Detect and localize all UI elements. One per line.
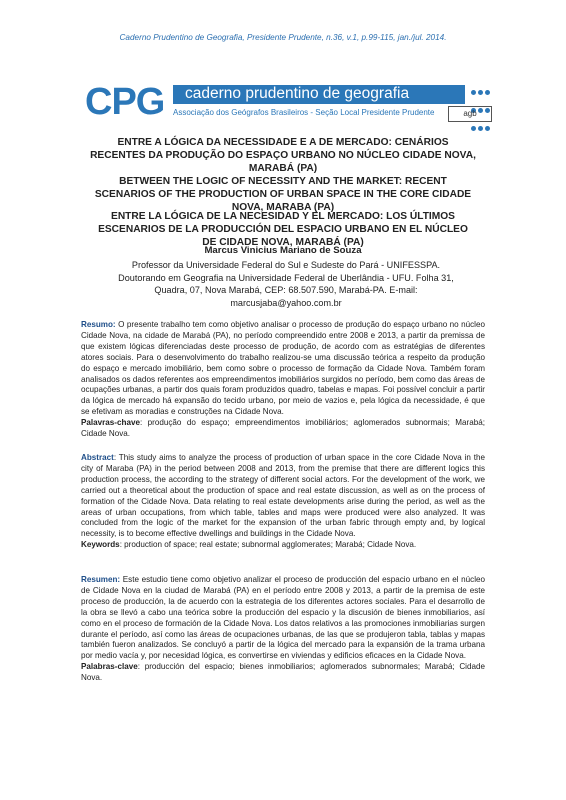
abstract-section — [81, 453, 485, 551]
title-spanish: ENTRE LA LÓGICA DE LA NECESIDAD Y EL MERCADO: LOS ÚLTIMOS ESCENARIOS DE LA PRODUCCIÓN DEL ESPACIO URBANO EN EL NÚCLEO DE CIDADE NOVA, MARABÁ (PA) — [98, 211, 468, 248]
title-english: BETWEEN THE LOGIC OF NECESSITY AND THE MARKET: RECENT SCENARIOS OF THE PRODUCTION OF URBAN SPACE IN THE CORE CIDADE NOVA, MARABA (PA) — [94, 176, 472, 213]
resumen-section — [81, 575, 485, 684]
journal-banner — [85, 82, 495, 126]
abstract-label: Abstract — [81, 453, 114, 462]
palabras-clave-label: Palabras-clave — [81, 662, 138, 672]
resumo-text: O presente trabalho tem como objetivo analisar o processo de produção do espaço urbano no núcleo Cidade Nova, na cidade de Marabá (PA), no período compreendido entre 2008 e 2013, a partir da premissa de que existem lógicas diferenciadas deste processo de produção, de acordo com as estratégias de diferentes atores sociais. Para o desenvolvimento do trabalho realizou-se uma discussão teórica a respeito da produção do espaço e mercado imobiliário, bem como sobre o processo de formação da Cidade Nova. Também foram analisados os dados referentes aos empreendimentos imobiliários surgidos no período, bem como das áreas de ocupações urbanas, a partir dos quais foram produzidos quadro, tabelas e mapas. Foi possível concluir a partir da lógica de mercado há expansão do tecido urbano, por meio de vazios e, pela lógica da necessidade, é que se efetivam as moradias e construções na Cidade Nova. — [81, 320, 485, 417]
palavras-chave-text: : produção do espaço; empreendimentos imobiliários; aglomerados subnormais; Marabá; Cidade Nova. — [81, 418, 485, 439]
resumo-label: Resumo: — [81, 320, 116, 329]
keywords-text: : production of space; real estate; subnormal agglomerates; Marabá; Cidade Nova. — [119, 540, 417, 550]
agb-logo: agb — [448, 106, 492, 122]
keywords-label: Keywords — [81, 540, 120, 550]
palavras-chave-label: Palavras-chave — [81, 418, 140, 428]
palabras-clave-text: : producción del espacio; bienes inmobiliarios; aglomerados subnormales; Marabá; Cidade Nova. — [81, 662, 485, 683]
resumen-text: Este estudio tiene como objetivo analizar el proceso de producción del espacio urbano en el núcleo de Cidade Nova en la ciudad de Marabá (PA) en el período entre 2008 y 2013, a partir de la premisa de este proceso de producción, la de acuerdo con la estrategia de los diferentes actores sociales. Para el desarrollo de la obra se llevó a cabo una teórica sobre la producción del espacio y la discusión de bienes inmobiliarios, así como en el proceso de formación de la Cidade Nova. Los datos relativos a las promociones inmobiliarias surgen durante el período, así como las áreas de ocupaciones urbanas, de las que se produjeron tabla, tablas y mapas también fueron analizados. Se concluyó a partir de la lógica del mercado para la expansión de la trama urbana por medio vacía y, por necesidad lógica, es convertirse en viviendas y edificios eficaces en la Cidade Nova. — [81, 575, 485, 661]
cpg-logo: CPG — [85, 81, 165, 123]
resumo-section — [81, 320, 485, 440]
resumen-label: Resumen: — [81, 575, 121, 584]
banner-title: caderno prudentino de geografia — [185, 85, 410, 102]
abstract-text: : This study aims to analyze the process of production of urban space in the core Cidade Nova in the city of Maraba (PA) in the period between 2008 and 2013, from the premise that there are different logics this production process, the according to the strategy of different social actors. For the development of the work, we carried out a theoretical about the production of space and real estate discussion, as well as on the process of formation of the Cidade Nova. Data relating to real estate developments arise during the period, as well as the areas of urban occupations, from which table, tables and maps were produced were also analyzed. It was concluded from the logic of the market for the expansion of the urban fabric through empty and, by logical necessity, is to become effective dwellings and buildings in the Cidade Nova. — [81, 453, 485, 539]
journal-citation: Caderno Prudentino de Geografia, Presidente Prudente, n.36, v.1, p.99-115, jan./jul. 2014. — [119, 33, 447, 42]
association-name: Associação dos Geógrafos Brasileiros - Seção Local Presidente Prudente — [173, 108, 435, 117]
author-name: Marcus Vinicius Mariano de Souza — [204, 245, 362, 256]
author-affiliation: Professor da Universidade Federal do Sul e Sudeste do Pará - UNIFESSPA. Doutorando em Geografia na Universidade Federal de Uberlândia - UFU. Folha 31, Quadra, 07, Nova Marabá, CEP: 68.507.590, Marabá-PA. E-mail: marcusjaba@yahoo.com.br — [118, 260, 454, 308]
title-portuguese: ENTRE A LÓGICA DA NECESSIDADE E A DE MERCADO: CENÁRIOS RECENTES DA PRODUÇÃO DO ESPAÇO URBANO NO NÚCLEO CIDADE NOVA, MARABÁ (PA) — [90, 137, 476, 174]
